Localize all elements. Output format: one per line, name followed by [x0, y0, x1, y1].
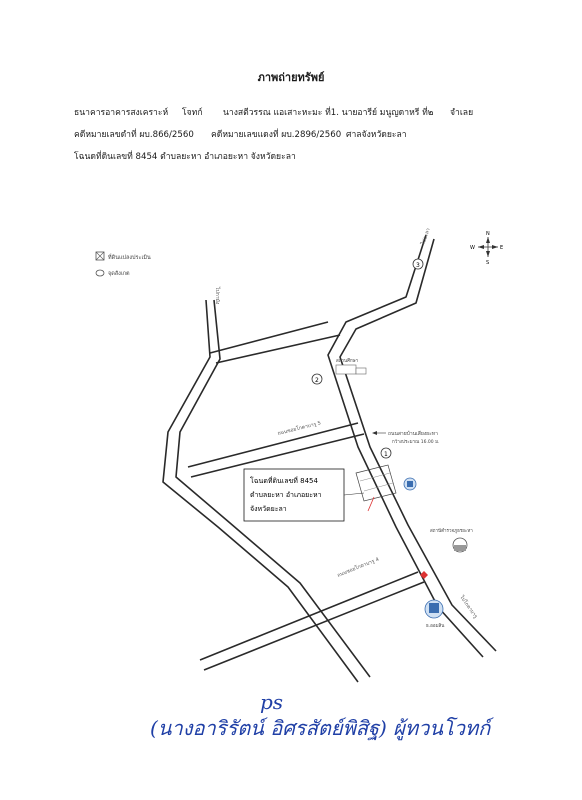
- compass-w: W: [470, 245, 475, 251]
- signature-name: (นางอาริรัตน์ อิศรสัตย์พิสิฐ) ผู้ทวนโวทก์: [150, 716, 491, 740]
- svg-text:1: 1: [384, 451, 388, 458]
- school-icon: [336, 358, 366, 374]
- location-map: [88, 227, 512, 690]
- compass-e: E: [500, 245, 504, 251]
- bank-branch-icon: [425, 600, 444, 629]
- road-network: [163, 235, 496, 682]
- road-label-main-right: ไปโกตาบารู: [458, 594, 479, 620]
- road-label-lane-lower: ถนนซอยโกตาบารู 4: [336, 556, 380, 579]
- callout-line-3: จังหวัดยะลา: [250, 505, 287, 513]
- road-label-main: ถนนสายบ้านเสียงยะหา: [388, 431, 438, 437]
- black-case-number: คดีหมายเลขดำที่ ผบ.866/2560: [74, 130, 194, 140]
- svg-text:ธ.ออมสิน: ธ.ออมสิน: [426, 624, 445, 629]
- landmark-legend-icon: [96, 270, 104, 276]
- landmark-legend-label: จุดสังเกต: [108, 271, 130, 277]
- signature-initials: ps: [260, 690, 284, 714]
- svg-text:3: 3: [416, 262, 420, 269]
- svg-text:สถานีตำรวจภูธรยะหา: สถานีตำรวจภูธรยะหา: [430, 529, 473, 534]
- bank-logo-icon: [404, 478, 416, 490]
- svg-text:สถานศึกษา: สถานศึกษา: [336, 359, 359, 364]
- svg-text:2: 2: [315, 377, 319, 384]
- court-name: ศาลจังหวัดยะลา: [346, 130, 407, 140]
- road-label-left-top: ไปกาบัง: [214, 287, 220, 305]
- map-legend: [96, 252, 151, 277]
- land-legend-label: ที่ดินแปลงประเมิน: [108, 255, 151, 261]
- gas-station-icon: [420, 571, 428, 579]
- police-station-icon: [430, 527, 473, 552]
- title-deed-line: โฉนดที่ดินเลขที่ 8454 ตำบลยะหา อำเภอยะหา จังหวัดยะลา: [74, 152, 296, 162]
- marker-2: [312, 374, 322, 384]
- road-width-label: กว้างประมาณ 16.00 ม.: [392, 440, 440, 445]
- compass-s: S: [486, 260, 490, 266]
- plaintiff-role: โจทก์: [182, 108, 203, 118]
- callout-line-1: โฉนดที่ดินเลขที่ 8454: [250, 477, 318, 485]
- road-label-lane-upper: ถนนซอยโกตาบารู 5: [277, 420, 322, 437]
- defendant-names: นางสตีวรรณ แอเสาะหะมะ ที่1. นายอารีย์ มนูญดาหรี ที่๒: [223, 108, 434, 118]
- callout-line-2: ตำบลยะหา อำเภอยะหา: [250, 491, 322, 499]
- road-label-top-right: ไปยะลา: [420, 227, 432, 246]
- marker-3: [413, 259, 423, 269]
- compass-rose-icon: [470, 231, 503, 266]
- marker-1: [381, 448, 391, 458]
- document-title: ภาพถ่ายทรัพย์: [257, 71, 325, 84]
- title-deed-callout: [244, 469, 364, 521]
- plaintiff-label: ธนาคารอาคารสงเคราะห์: [74, 108, 169, 118]
- compass-n: N: [486, 231, 490, 237]
- defendant-role: จำเลย: [450, 108, 474, 118]
- red-case-number: คดีหมายเลขแดงที่ ผบ.2896/2560: [211, 130, 342, 140]
